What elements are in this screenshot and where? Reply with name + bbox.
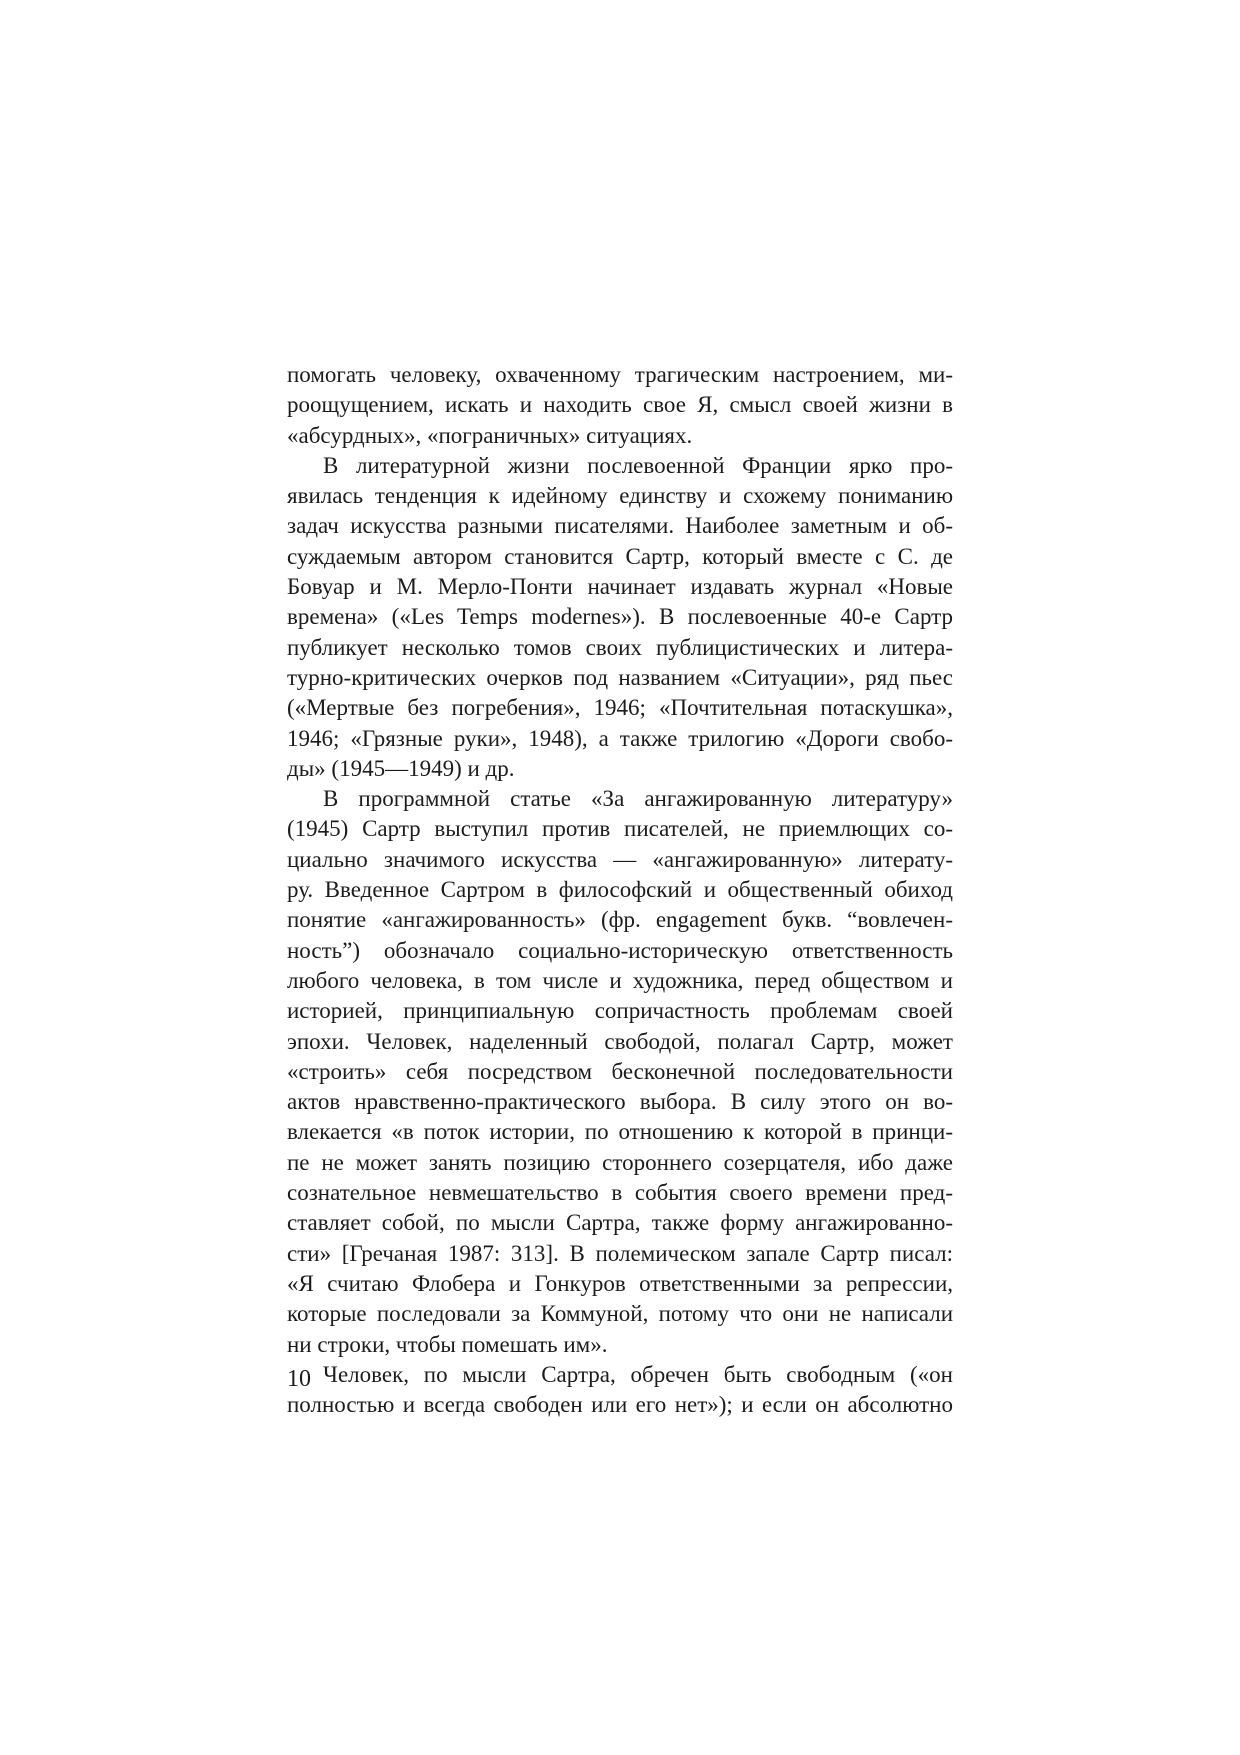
paragraph-4 [287, 1360, 953, 1421]
text-line: ставляет собой, по мысли Сартра, также форму ангажированно- [287, 1210, 953, 1236]
text-line: «Я считаю Флобера и Гонкуров ответственными за репрессии, [287, 1270, 953, 1296]
text-line: Бовуар и М. Мерло-Понти начинает издавать журнал «Новые [287, 574, 953, 600]
text-line: влекается «в поток истории, по отношению к которой в принци- [287, 1119, 953, 1145]
text-line: «строить» себя посредством бесконечной последовательности [287, 1058, 953, 1084]
text-line: В программной статье «За ангажированную литературу» [323, 786, 953, 812]
page-number: 10 [287, 1366, 311, 1392]
paragraph-2 [287, 451, 953, 784]
text-line: эпохи. Человек, наделенный свободой, полагал Сартр, может [287, 1028, 953, 1054]
paragraph-3 [287, 784, 953, 1360]
text-line: ру. Введенное Сартром в философский и общественный обиход [287, 877, 953, 903]
text-line: циально значимого искусства — «ангажированную» литерату- [287, 846, 953, 872]
text-line: пе не может занять позицию стороннего созерцателя, ибо даже [287, 1149, 953, 1175]
text-line: помогать человеку, охваченному трагическим настроением, ми- [287, 362, 953, 387]
text-line: В литературной жизни послевоенной Франции ярко про- [323, 452, 953, 478]
text-line: понятие «ангажированность» (фр. engagement букв. “вовлечен- [287, 907, 953, 933]
text-line: явилась тенденция к идейному единству и схожему пониманию [287, 483, 953, 509]
text-line: сти» [Гречаная 1987: 313]. В полемическом запале Сартр писал: [287, 1240, 953, 1266]
text-line: времена» («Les Temps modernes»). В послевоенные 40-е Сартр [287, 604, 953, 630]
text-line: задач искусства разными писателями. Наиболее заметным и об- [287, 513, 953, 539]
text-line: «абсурдных», «пограничных» ситуациях. [287, 422, 693, 448]
text-line: полностью и всегда свободен или его нет»); и если он абсолютно [287, 1392, 953, 1418]
paragraph-1 [287, 360, 953, 451]
text-line: роощущением, искать и находить свое Я, смысл своей жизни в [287, 392, 953, 418]
text-line: актов нравственно-практического выбора. В силу этого он во- [287, 1089, 953, 1115]
text-line: любого человека, в том числе и художника, перед обществом и [287, 967, 953, 993]
text-line: 1946; «Грязные руки», 1948), а также трилогию «Дороги свобо- [287, 725, 953, 751]
text-line: турно-критических очерков под названием «Ситуации», ряд пьес [287, 664, 953, 690]
text-line: которые последовали за Коммуной, потому что они не написали [287, 1301, 953, 1327]
text-line: историей, принципиальную сопричастность проблемам своей [287, 998, 953, 1024]
body-text [287, 360, 953, 1420]
text-line: Человек, по мысли Сартра, обречен быть свободным («он [323, 1361, 953, 1387]
text-line: ность”) обозначало социально-историческую ответственность [287, 937, 953, 963]
text-line: суждаемым автором становится Сартр, который вместе с С. де [287, 543, 953, 569]
text-line: ды» (1945—1949) и др. [287, 755, 515, 781]
text-line: ни строки, чтобы помешать им». [287, 1331, 608, 1357]
text-line: (1945) Сартр выступил против писателей, не приемлющих со- [287, 816, 953, 842]
text-line: («Мертвые без погребения», 1946; «Почтительная потаскушка», [287, 695, 953, 721]
text-line: публикует несколько томов своих публицистических и литера- [287, 634, 953, 660]
text-line: сознательное невмешательство в события своего времени пред- [287, 1180, 953, 1206]
